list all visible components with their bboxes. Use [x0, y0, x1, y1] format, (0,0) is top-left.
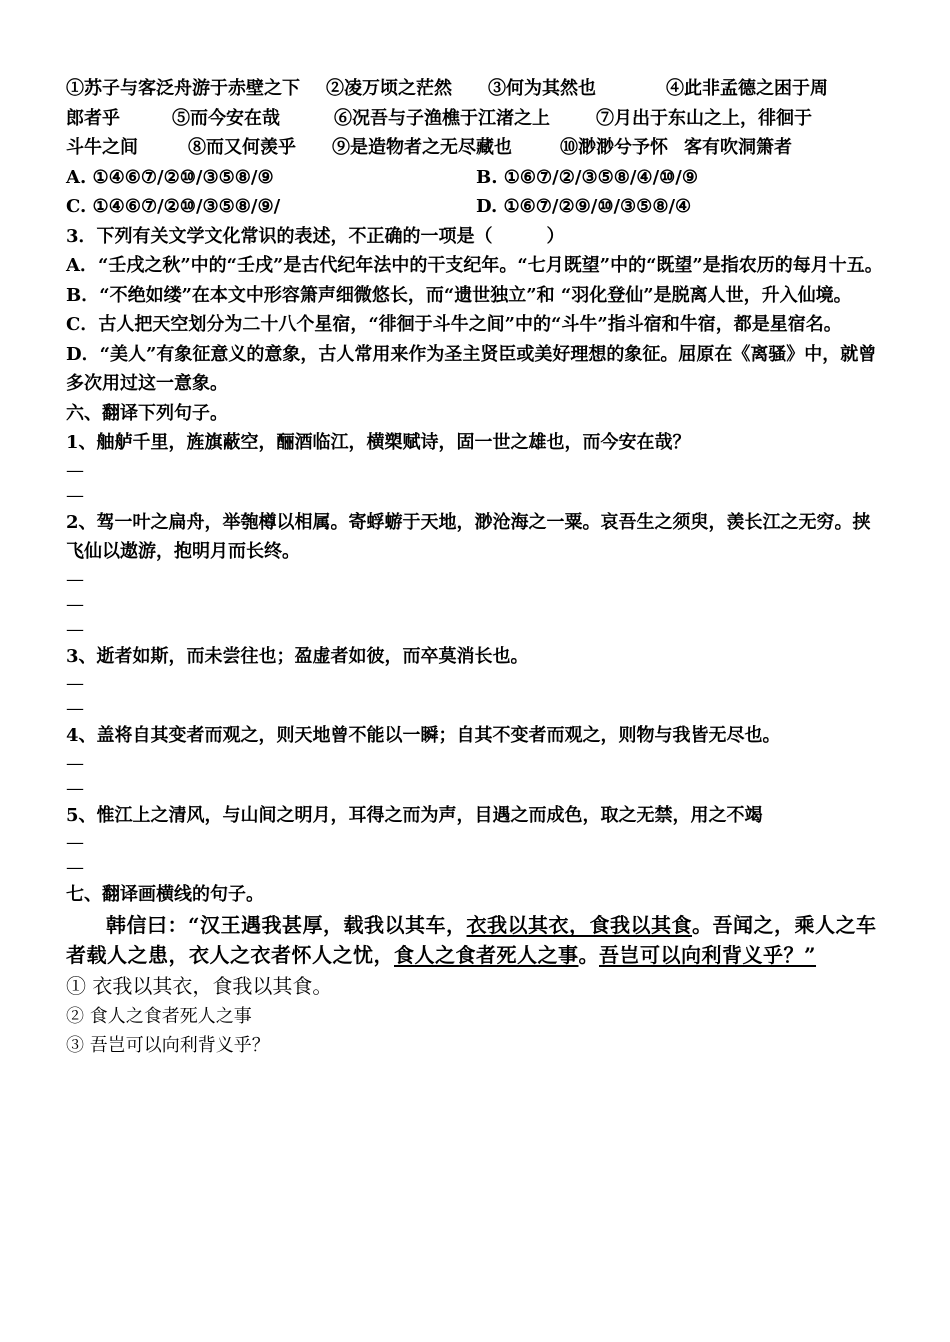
answer-line: —	[66, 568, 84, 590]
q2-item-7: ⑦月出于东山之上，徘徊于	[596, 107, 812, 129]
answer-line: —	[66, 777, 84, 799]
q2-item-8: ⑧而又何羡乎	[188, 137, 296, 158]
answer-line: —	[66, 673, 84, 694]
translate-item-1: 1、舳舻千里，旌旗蔽空，酾酒临江，横槊赋诗，固一世之雄也，而今安在哉？	[66, 432, 691, 453]
q2-item-2: ②凌万顷之茫然	[326, 78, 452, 99]
q2-line-2	[66, 104, 886, 134]
q3-stem: 3．下列有关文学文化常识的表述，不正确的一项是（ ）	[66, 225, 565, 247]
q2-line-3	[66, 133, 886, 163]
q3-option-d: D．“美人”有象征意义的意象，古人常用来作为圣主贤臣或美好理想的象征。屈原在《离骚》中，就曾多次用过这一意象。	[66, 343, 877, 394]
q2-options-row-2	[66, 192, 886, 222]
q2-line-1	[66, 74, 886, 104]
q2-option-c: C. ①④⑥⑦/②⑩/③⑤⑧/⑨/	[66, 196, 281, 217]
q2-item-1: ①苏子与客泛舟游于赤壁之下	[66, 78, 300, 99]
underlined-sentence-1: 衣我以其衣，食我以其食	[466, 912, 693, 937]
section-6-title: 六、翻译下列句子。	[66, 402, 228, 424]
answer-line: —	[66, 618, 84, 640]
q2-item-10: ⑩渺渺兮予怀	[560, 137, 668, 158]
q2-options-row-1	[66, 163, 886, 193]
answer-line: —	[66, 857, 84, 878]
q2-item-4: ④此非孟德之困于周	[666, 78, 828, 99]
answer-line: —	[66, 484, 84, 506]
q2-item-5: ⑤而今安在哉	[172, 107, 280, 129]
answer-line: —	[66, 698, 84, 719]
translate-sub-2: ② 食人之食者死人之事	[66, 1005, 252, 1027]
translate-item-3: 3、逝者如斯，而未尝往也；盈虚者如彼，而卒莫消长也。	[66, 645, 529, 667]
answer-line: —	[66, 459, 84, 481]
q2-option-b: B. ①⑥⑦/②/③⑤⑧/④/⑩/⑨	[476, 166, 698, 188]
translate-item-4: 4、盖将自其变者而观之，则天地曾不能以一瞬；自其不变者而观之，则物与我皆无尽也。	[66, 725, 781, 746]
answer-line: —	[66, 832, 84, 853]
passage-text: 。	[578, 942, 599, 967]
q2-item-11: 客有吹洞箫者	[684, 137, 792, 158]
passage-text: 。吾闻之，乘人之车者载人之患，衣人之衣者怀人之忧，	[66, 912, 877, 967]
document-page	[66, 74, 886, 1061]
q2-item-7-cont: 斗牛之间	[66, 137, 138, 158]
q2-option-a: A. ①④⑥⑦/②⑩/③⑤⑧/⑨	[66, 166, 274, 188]
q2-item-9: ⑨是造物者之无尽藏也	[332, 137, 512, 158]
answer-line: —	[66, 593, 84, 615]
q2-item-6: ⑥况吾与子渔樵于江渚之上	[334, 107, 550, 129]
answer-line: —	[66, 752, 84, 774]
underlined-sentence-3: 吾岂可以向利背义乎？”	[599, 942, 817, 967]
translate-item-5: 5、惟江上之清风，与山间之明月，耳得之而为声，目遇之而成色，取之无禁，用之不竭	[66, 804, 763, 826]
q3-option-b: B．“不绝如缕”在本文中形容箫声细微悠长，而“遗世独立”和 “羽化登仙”是脱离人世，升入仙境。	[66, 284, 852, 306]
passage-text: 韩信曰：“汉王遇我甚厚，载我以其车，	[106, 912, 467, 937]
translate-item-2: 2、驾一叶之扁舟，举匏樽以相属。寄蜉蝣于天地，渺沧海之一粟。哀吾生之须臾，羡长江之无穷。挟飞仙以遨游，抱明月而长终。	[66, 511, 871, 562]
translate-sub-3: ③ 吾岂可以向利背义乎？	[66, 1035, 270, 1056]
section-7-title: 七、翻译画横线的句子。	[66, 884, 264, 905]
underlined-sentence-2: 食人之食者死人之事	[394, 942, 579, 967]
q2-item-3: ③何为其然也	[488, 78, 596, 99]
q2-option-d: D. ①⑥⑦/②⑨/⑩/③⑤⑧/④	[476, 196, 692, 217]
q3-option-a: A．“壬戌之秋”中的“壬戌”是古代纪年法中的干支纪年。“七月既望”中的“既望”是指农历的每月十五。	[66, 255, 883, 276]
q2-item-4-cont: 郎者乎	[66, 107, 120, 129]
translate-sub-1: ① 衣我以其衣，食我以其食。	[66, 973, 333, 998]
passage-han-xin	[66, 910, 886, 970]
q3-option-c: C．古人把天空划分为二十八个星宿，“徘徊于斗牛之间”中的“斗牛”指斗宿和牛宿，都是星宿名。	[66, 314, 842, 335]
